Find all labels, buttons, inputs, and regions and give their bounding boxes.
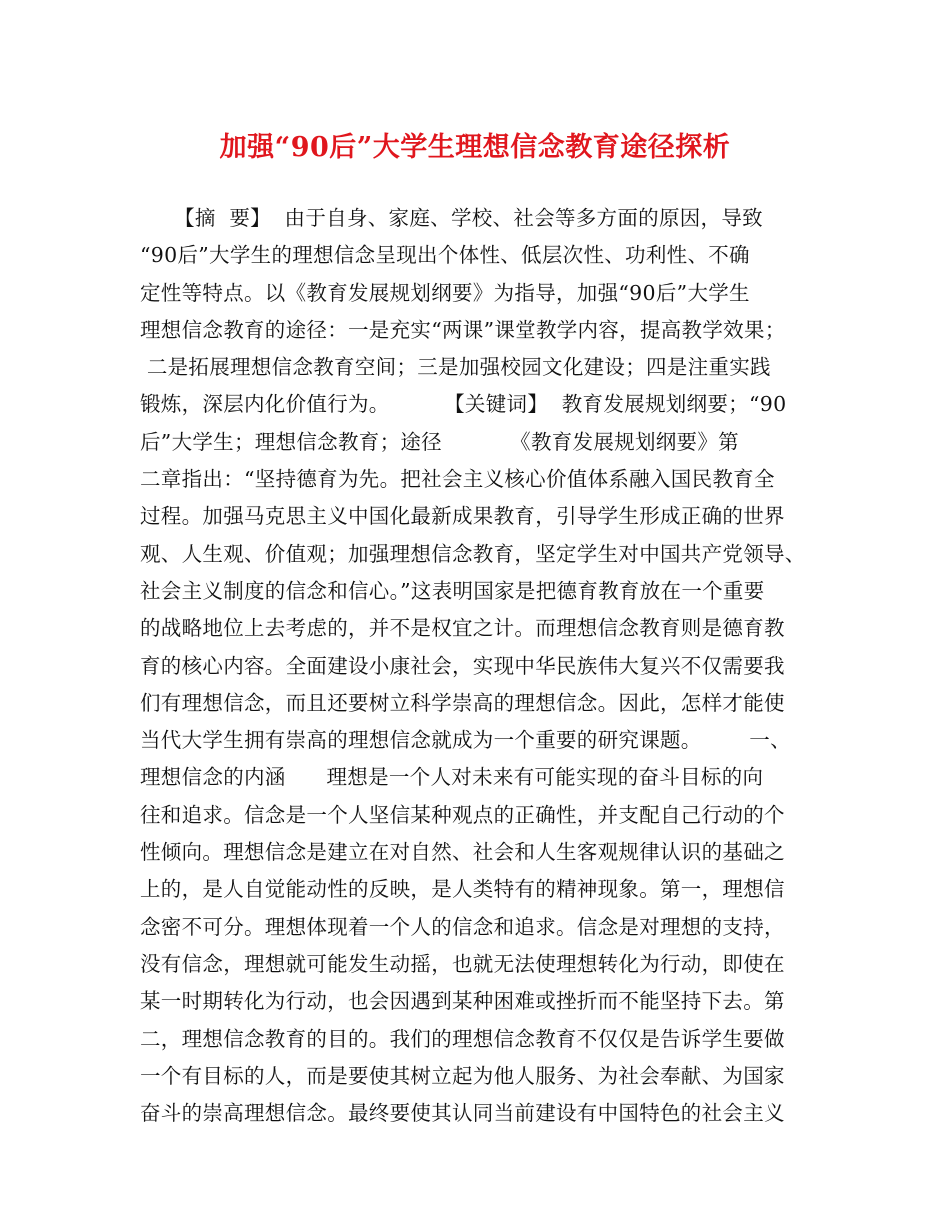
body-text-line: 理想信念的内涵 理想是一个人对未来有可能实现的奋斗目标的向: [140, 765, 764, 790]
body-text-line: 当代大学生拥有崇高的理想信念就成为一个重要的研究课题。 一、: [140, 728, 791, 753]
body-text-line: 定性等特点。以《教育发展规划纲要》为指导，加强“90后”大学生: [140, 280, 750, 305]
body-text-line: “90后”大学生的理想信念呈现出个体性、低层次性、功利性、不确: [140, 243, 750, 268]
body-text-line: 上的，是人自觉能动性的反映，是人类特有的精神现象。第一，理想信: [140, 877, 785, 902]
body-text-line: 的战略地位上去考虑的，并不是权宜之计。而理想信念教育则是德育教: [140, 616, 785, 641]
body-text-line: 没有信念，理想就可能发生动摇，也就无法使理想转化为行动，即使在: [140, 951, 785, 976]
body-text-line: 们有理想信念，而且还要树立科学崇高的理想信念。因此，怎样才能使: [140, 690, 785, 715]
body-text-line: 一个有目标的人，而是要使其树立起为他人服务、为社会奉献、为国家: [140, 1063, 785, 1088]
body-text-line: 二是拓展理想信念教育空间；三是加强校园文化建设；四是注重实践: [140, 355, 771, 380]
body-text-line: 理想信念教育的途径：一是充实“两课”课堂教学内容，提高教学效果；: [140, 317, 786, 342]
document-body: [140, 200, 830, 1132]
body-text-line: 二，理想信念教育的目的。我们的理想信念教育不仅仅是告诉学生要做: [140, 1026, 785, 1051]
body-text-line: 念密不可分。理想体现着一个人的信念和追求。信念是对理想的支持，: [140, 914, 785, 939]
body-text-line: 奋斗的崇高理想信念。最终要使其认同当前建设有中国特色的社会主义: [140, 1101, 785, 1126]
body-text-line: 某一时期转化为行动，也会因遇到某种困难或挫折而不能坚持下去。第: [140, 989, 785, 1014]
body-text-line: 观、人生观、价值观；加强理想信念教育，坚定学生对中国共产党领导、: [140, 541, 806, 566]
body-text-line: 往和追求。信念是一个人坚信某种观点的正确性，并支配自己行动的个: [140, 802, 785, 827]
body-text-line: 性倾向。理想信念是建立在对自然、社会和人生客观规律认识的基础之: [140, 840, 785, 865]
document-title: 加强“90后”大学生理想信念教育途径探析: [219, 132, 731, 163]
body-text-line: 育的核心内容。全面建设小康社会，实现中华民族伟大复兴不仅需要我: [140, 653, 785, 678]
body-text-line: 后”大学生；理想信念教育；途径 《教育发展规划纲要》第: [140, 429, 739, 454]
body-text-line: 锻炼，深层内化价值行为。 【关键词】 教育发展规划纲要；“90: [140, 392, 787, 417]
body-text-line: 过程。加强马克思主义中国化最新成果教育，引导学生形成正确的世界: [140, 504, 785, 529]
body-text-line: 【摘 要】 由于自身、家庭、学校、社会等多方面的原因，导致: [140, 206, 763, 230]
body-text-line: 社会主义制度的信念和信心。”这表明国家是把德育教育放在一个重要: [140, 578, 765, 603]
body-text-line: 二章指出：“坚持德育为先。把社会主义核心价值体系融入国民教育全: [140, 467, 775, 492]
